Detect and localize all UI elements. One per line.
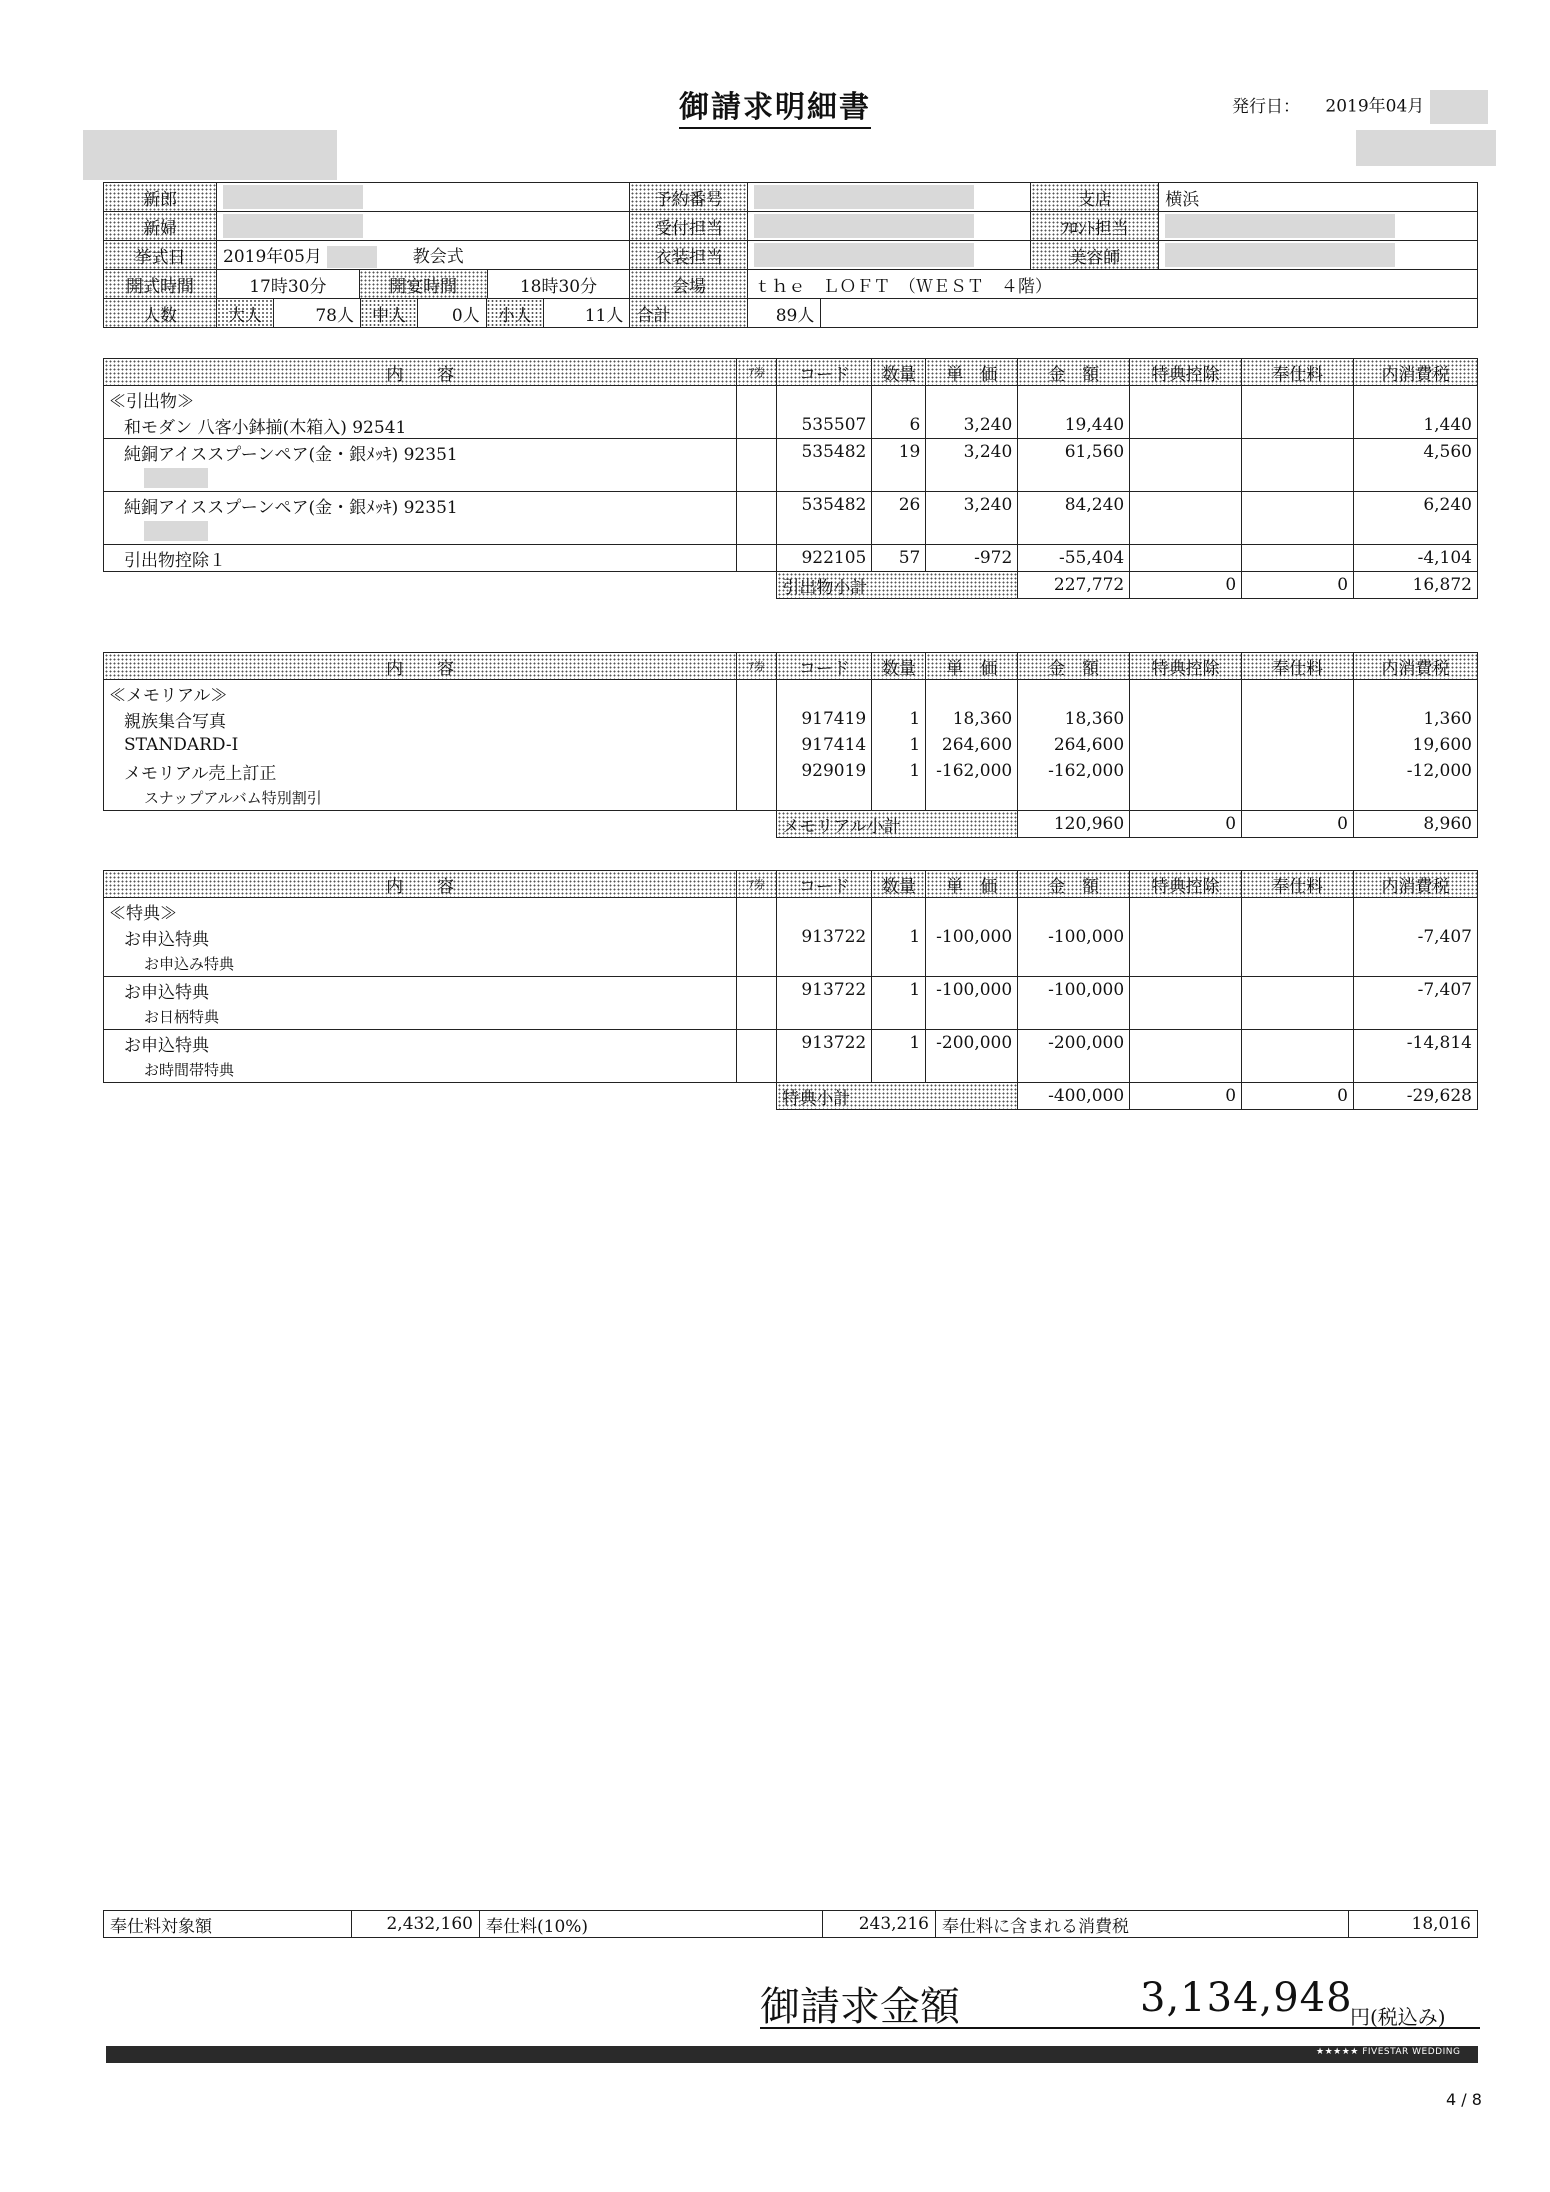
total-label: 合計 [630,299,748,328]
item-code: 913722 [777,1030,872,1057]
item-amount: -55,404 [1018,545,1130,572]
item-qty: 1 [872,924,926,950]
subtotal-row [104,1083,1478,1110]
table-row [104,412,1478,439]
guests-label: 人数 [104,299,217,328]
redaction-block [144,468,208,488]
column-header: 数量 [872,359,926,386]
item-tax: -4,104 [1354,545,1478,572]
column-header: 金 額 [1018,653,1130,680]
item-qty: 1 [872,732,926,758]
column-header: 奉仕料 [1242,871,1354,898]
item-tax: -14,814 [1354,1030,1478,1057]
item-qty: 57 [872,545,926,572]
header-info-table [103,182,1478,328]
column-header: 金 額 [1018,871,1130,898]
item-name [104,545,737,572]
subtotal-tax: 16,872 [1354,572,1478,599]
column-header: 奉仕料 [1242,653,1354,680]
total-count: 89人 [748,299,821,328]
redaction-block [223,185,363,209]
item-amount: -100,000 [1018,924,1130,950]
sub-row [104,950,1478,977]
item-code: 922105 [777,545,872,572]
column-header: コード [777,871,872,898]
adult-label: 大人 [217,299,274,327]
table-row [104,492,1478,519]
branch-label: 支店 [1031,183,1159,212]
column-header: 特典控除 [1130,871,1242,898]
category-row [104,680,1478,707]
subtotal-amount: 227,772 [1018,572,1130,599]
service-fee-label: 奉仕料(10%) [480,1911,823,1938]
item-tax: -12,000 [1354,758,1478,784]
start-time-value: 17時30分 [217,270,360,299]
redaction-block [1356,130,1496,166]
issue-date-value: 2019年04月 [1325,96,1425,117]
issue-date-label: 発行日： [1232,96,1300,117]
column-header: コード [777,359,872,386]
table-row [104,1030,1478,1057]
redaction-block [1165,243,1395,267]
column-header: 内消費税 [1354,359,1478,386]
table-row [104,977,1478,1004]
item-tax: -7,407 [1354,924,1478,950]
subtotal-discount: 0 [1130,811,1242,838]
brand-bar [106,2046,1478,2063]
item-name-text: お申込特典 [124,982,209,1003]
subtotal-label: 特典小計 [777,1083,1018,1110]
item-name [104,732,737,758]
column-header: 数量 [872,653,926,680]
subtotal-service: 0 [1242,811,1354,838]
grand-total-label: 御請求金額 [760,1984,960,2030]
item-sub-label [104,1003,737,1030]
mid-count: 0人 [417,299,486,327]
item-price: 264,600 [926,732,1018,758]
guest-counts [217,299,630,328]
subtotal-service: 0 [1242,1083,1354,1110]
column-header: 内消費税 [1354,653,1478,680]
item-code: 913722 [777,977,872,1004]
mid-label: 中人 [360,299,417,327]
wedding-date-value [217,241,630,270]
item-sub-text: お日柄特典 [144,1007,220,1026]
redaction-block [754,243,974,267]
column-header: ｱ券 [737,359,777,386]
item-name-text: 純銅アイススプーンペア(金・銀ﾒｯｷ) 92351 [124,444,458,465]
subtotal-label: 引出物小計 [777,572,1018,599]
reception-value [748,212,1031,241]
redaction-block [223,214,363,238]
column-header: 金 額 [1018,359,1130,386]
item-sub-text: お時間帯特典 [144,1060,235,1079]
item-name-text: お申込特典 [124,929,209,950]
redaction-block [144,521,208,541]
ceremony-type: 教会式 [412,246,464,267]
line-item-table [103,652,1478,838]
item-sub-label [104,1056,737,1083]
banquet-time-value: 18時30分 [487,270,630,299]
table-row [104,545,1478,572]
item-amount: -100,000 [1018,977,1130,1004]
item-name-text: お申込特典 [124,1035,209,1056]
table-row [104,924,1478,950]
item-code: 917414 [777,732,872,758]
item-amount: -200,000 [1018,1030,1130,1057]
column-header-row [104,871,1478,898]
subtotal-amount: 120,960 [1018,811,1130,838]
item-amount: 84,240 [1018,492,1130,519]
table-row [104,706,1478,732]
reservation-value [748,183,1031,212]
column-header: 内 容 [104,359,737,386]
subtotal-tax: 8,960 [1354,811,1478,838]
item-name-text: 和モダン 八客小鉢揃(木箱入) 92541 [124,417,407,438]
start-time-label: 開式時間 [104,270,217,299]
item-amount: 18,360 [1018,706,1130,732]
item-qty: 1 [872,706,926,732]
column-header: ｱ券 [737,871,777,898]
costume-label: 衣装担当 [630,241,748,270]
category-label: ≪引出物≫ [104,386,737,413]
adult-count: 78人 [274,299,361,327]
venue-label: 会場 [630,270,748,299]
groom-label: 新郎 [104,183,217,212]
item-name [104,439,737,466]
column-header: 単 価 [926,871,1018,898]
table-row [104,758,1478,784]
redaction-block [754,214,974,238]
item-tax: 1,360 [1354,706,1478,732]
item-code: 535482 [777,439,872,466]
item-price: 3,240 [926,439,1018,466]
subtotal-discount: 0 [1130,572,1242,599]
groom-value [217,183,630,212]
column-header: 奉仕料 [1242,359,1354,386]
grand-total-value: 3,134,948 [1140,1975,1353,2021]
subtotal-row [104,811,1478,838]
table-row [104,439,1478,466]
item-sub-label [104,518,737,545]
subtotal-row [104,572,1478,599]
item-qty: 1 [872,1030,926,1057]
item-sub-label [104,465,737,492]
item-qty: 1 [872,977,926,1004]
item-qty: 19 [872,439,926,466]
redaction-block [1430,90,1488,124]
wedding-date: 2019年05月 [223,246,322,267]
item-tax: 6,240 [1354,492,1478,519]
item-amount: 264,600 [1018,732,1130,758]
branch-value: 横浜 [1159,183,1478,212]
stylist-value [1159,241,1478,270]
line-item-table [103,870,1478,1110]
item-sub-label [104,950,737,977]
column-header: 単 価 [926,359,1018,386]
item-tax: 19,600 [1354,732,1478,758]
subtotal-tax: -29,628 [1354,1083,1478,1110]
service-fee-value: 243,216 [823,1911,936,1938]
item-tax: 4,560 [1354,439,1478,466]
item-price: -100,000 [926,924,1018,950]
item-name [104,412,737,439]
item-price: 3,240 [926,412,1018,439]
column-header: コード [777,653,872,680]
grand-total [760,1975,1480,2029]
item-name-text: STANDARD-Ⅰ [124,735,239,755]
category-row [104,386,1478,413]
venue-value: ｔｈｅ ＬＯＦＴ （ＷＥＳＴ ４階） [748,270,1478,299]
subtotal-discount: 0 [1130,1083,1242,1110]
line-item-table [103,358,1478,599]
reception-label: 受付担当 [630,212,748,241]
item-sub-text: お申込み特典 [144,954,235,973]
item-name-text: 親族集合写真 [124,711,226,732]
item-price: -162,000 [926,758,1018,784]
costume-value [748,241,1031,270]
issue-date [1232,90,1488,124]
stylist-label: 美容師 [1031,241,1159,270]
service-base-value: 2,432,160 [352,1911,480,1938]
column-header-row [104,359,1478,386]
column-header-row [104,653,1478,680]
column-header: 特典控除 [1130,359,1242,386]
child-label: 小人 [486,299,543,327]
service-tax-value: 18,016 [1349,1911,1478,1938]
item-price: -100,000 [926,977,1018,1004]
item-name [104,1030,737,1057]
redaction-block [1165,214,1395,238]
front-staff-value [1159,212,1478,241]
service-base-label: 奉仕料対象額 [104,1911,352,1938]
item-code: 535507 [777,412,872,439]
column-header: 内 容 [104,871,737,898]
item-tax: 1,440 [1354,412,1478,439]
item-name [104,706,737,732]
column-header: 内 容 [104,653,737,680]
item-qty: 1 [872,758,926,784]
sub-row [104,1003,1478,1030]
item-price: -200,000 [926,1030,1018,1057]
category-label: ≪特典≫ [104,898,737,925]
item-name [104,977,737,1004]
item-qty: 6 [872,412,926,439]
bride-label: 新婦 [104,212,217,241]
item-price: 3,240 [926,492,1018,519]
sub-row [104,784,1478,811]
column-header: 数量 [872,871,926,898]
service-tax-label: 奉仕料に含まれる消費税 [936,1911,1349,1938]
item-code: 535482 [777,492,872,519]
item-name [104,924,737,950]
banquet-time-label: 開宴時間 [359,270,487,299]
item-code: 917419 [777,706,872,732]
column-header: 内消費税 [1354,871,1478,898]
item-code: 913722 [777,924,872,950]
page-number: 4 / 8 [1446,2090,1482,2109]
column-header: 単 価 [926,653,1018,680]
service-fee-table [103,1910,1478,1938]
grand-total-unit: 円(税込み) [1350,2005,1446,2029]
item-name-text: 純銅アイススプーンペア(金・銀ﾒｯｷ) 92351 [124,497,458,518]
wedding-date-label: 挙式日 [104,241,217,270]
item-sub-label [104,784,737,811]
item-amount: -162,000 [1018,758,1130,784]
table-row [104,732,1478,758]
brand-logo: ★★★★★ FIVESTAR WEDDING [1316,2047,1461,2057]
column-header: 特典控除 [1130,653,1242,680]
sub-row [104,1056,1478,1083]
sub-row [104,465,1478,492]
item-name [104,492,737,519]
item-name-text: 引出物控除１ [124,550,226,571]
item-amount: 19,440 [1018,412,1130,439]
redaction-block [83,130,337,180]
subtotal-service: 0 [1242,572,1354,599]
subtotal-amount: -400,000 [1018,1083,1130,1110]
item-name [104,758,737,784]
item-price: 18,360 [926,706,1018,732]
redaction-block [327,246,377,268]
item-qty: 26 [872,492,926,519]
item-amount: 61,560 [1018,439,1130,466]
document-title: 御請求明細書 [0,82,1550,126]
item-name-text: メモリアル売上訂正 [124,763,277,784]
category-row [104,898,1478,925]
column-header: ｱ券 [737,653,777,680]
item-price: -972 [926,545,1018,572]
bride-value [217,212,630,241]
subtotal-label: メモリアル小計 [777,811,1018,838]
item-sub-text: スナップアルバム特別割引 [144,788,322,807]
reservation-label: 予約番号 [630,183,748,212]
item-code: 929019 [777,758,872,784]
category-label: ≪メモリアル≫ [104,680,737,707]
redaction-block [754,185,974,209]
sub-row [104,518,1478,545]
child-count: 11人 [584,305,624,326]
item-tax: -7,407 [1354,977,1478,1004]
front-staff-label: ﾌﾛﾝﾄ担当 [1031,212,1159,241]
